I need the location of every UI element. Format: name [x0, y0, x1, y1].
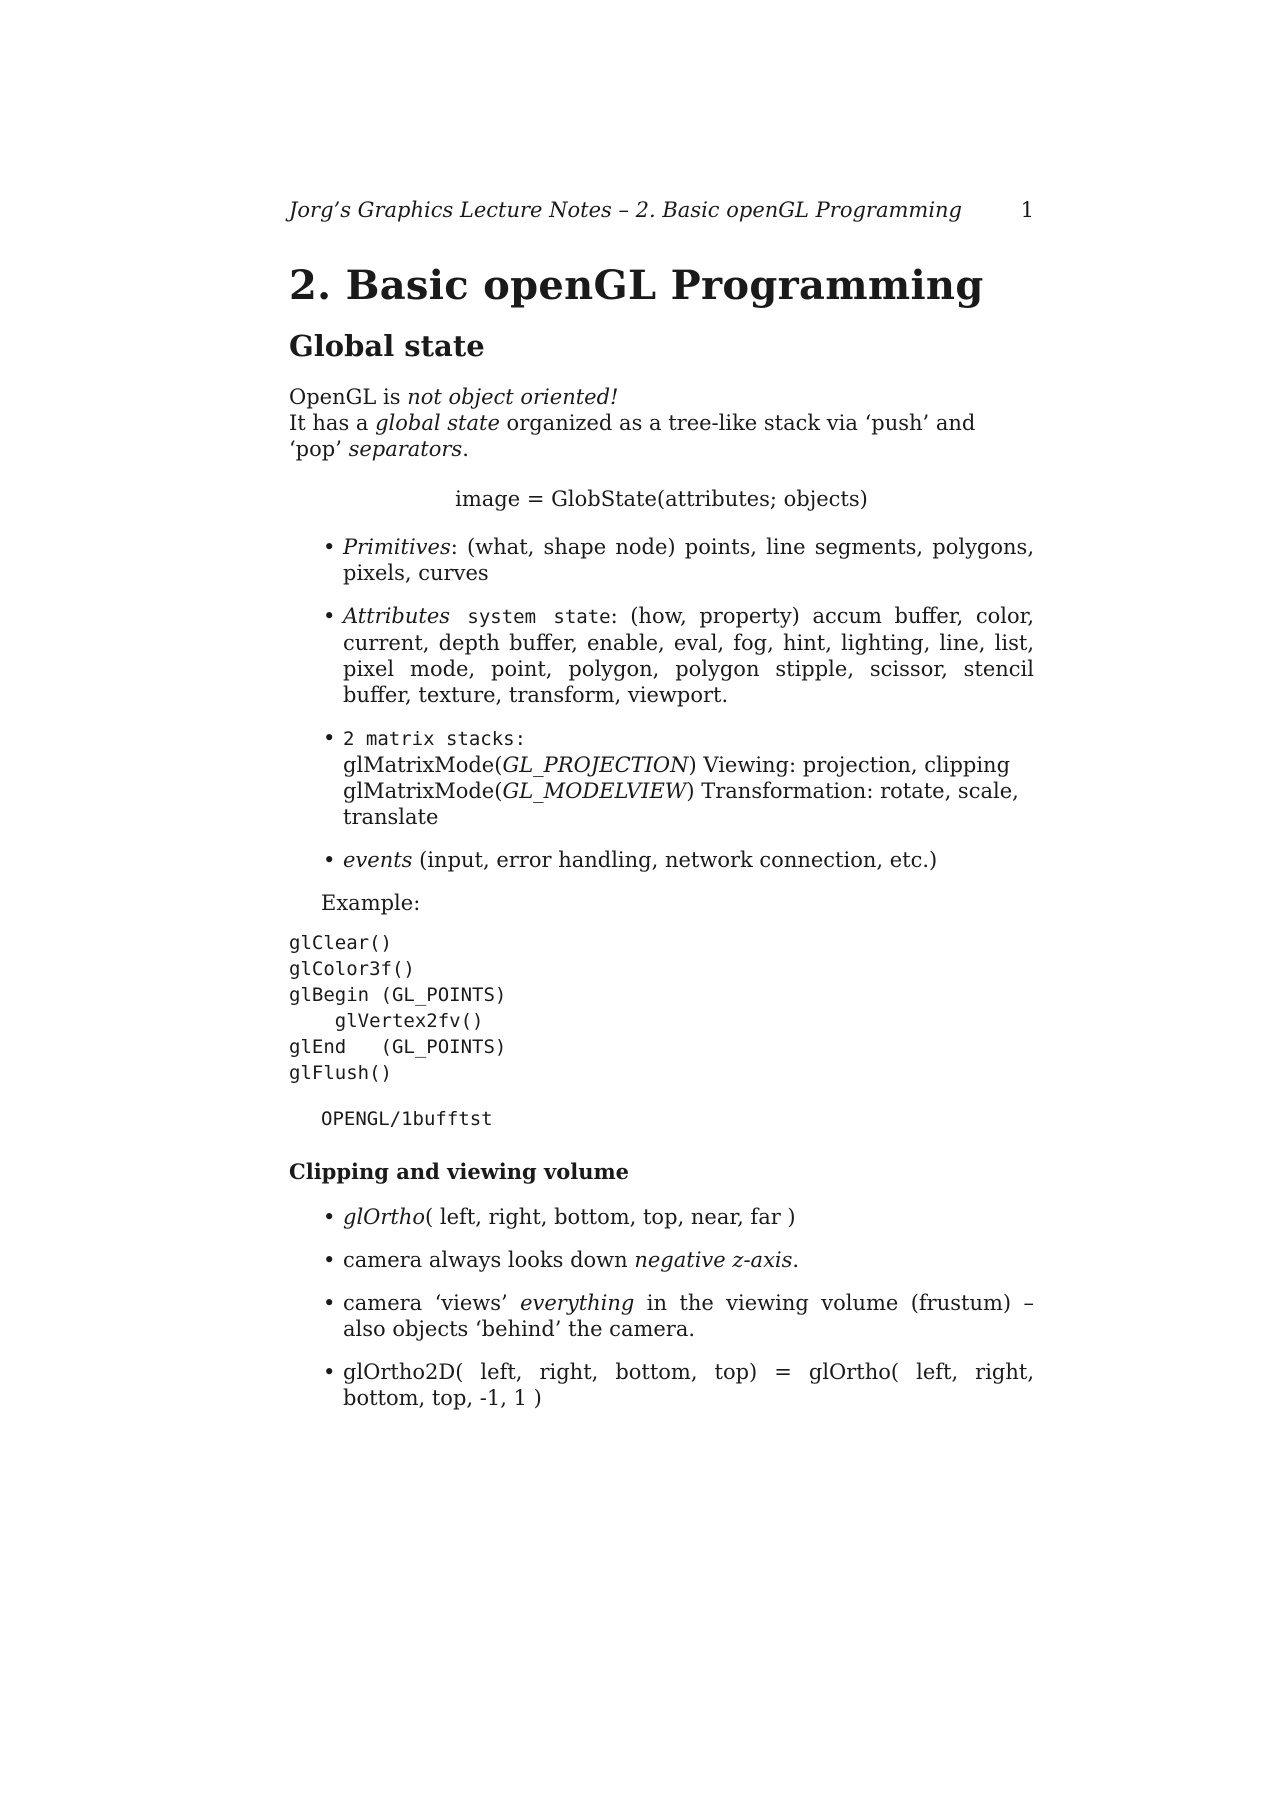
- code-line: glVertex2fv(): [289, 1010, 484, 1032]
- running-header: [289, 196, 1034, 224]
- running-title: Jorg’s Graphics Lecture Notes – 2. Basic openGL Programming: [289, 198, 963, 222]
- code-line: glClear(): [289, 932, 392, 954]
- state-bullet-list: [289, 534, 1034, 873]
- intro-line-1: OpenGL is not object oriented!: [289, 385, 619, 409]
- bullet-icon: •: [323, 1205, 336, 1229]
- page-number: 1: [1020, 198, 1034, 222]
- code-block: [289, 930, 1034, 1086]
- clipping-bullet-list: [289, 1204, 1034, 1411]
- bullet-icon: •: [323, 848, 336, 872]
- bullet-icon: •: [323, 726, 336, 750]
- bullet-icon: •: [323, 1291, 336, 1315]
- intro-paragraph: [289, 384, 1034, 462]
- section-title: Global state: [289, 329, 485, 363]
- list-item-events: • events (input, error handling, network connection, etc.): [323, 848, 938, 872]
- list-item-camera-views: • camera ‘views’ everything in the viewing volume (frustum) – also objects ‘behind’ the camera.: [323, 1291, 1034, 1341]
- example-label: Example:: [321, 891, 421, 915]
- code-line: glEnd (GL_POINTS): [289, 1036, 507, 1058]
- bullet-icon: •: [323, 604, 336, 628]
- code-line: glBegin (GL_POINTS): [289, 984, 507, 1006]
- chapter-title: 2. Basic openGL Programming: [289, 262, 984, 309]
- document-page: [289, 196, 1034, 1428]
- list-item-matrix-stacks: • 2 matrix stacks: glMatrixMode(GL_PROJECTION) Viewing: projection, clipping glMatrixMode(GL_MODELVIEW) Transformation: rotate, scale, translate: [323, 726, 1019, 829]
- display-formula: image = GlobState(attributes; objects): [455, 487, 868, 511]
- list-item-camera-axis: • camera always looks down negative z-axis.: [323, 1248, 800, 1272]
- list-item-glortho: • glOrtho( left, right, bottom, top, near, far ): [323, 1205, 796, 1229]
- file-reference: OPENGL/1bufftst: [321, 1108, 493, 1130]
- list-item-primitives: • Primitives: (what, shape node) points, line segments, polygons, pixels, curves: [323, 535, 1034, 585]
- code-line: glColor3f(): [289, 958, 415, 980]
- list-item-glortho2d: • glOrtho2D( left, right, bottom, top) = glOrtho( left, right, bottom, top, -1, 1 ): [323, 1360, 1034, 1410]
- subsection-title: Clipping and viewing volume: [289, 1159, 630, 1184]
- bullet-icon: •: [323, 1360, 336, 1384]
- intro-line-2: It has a global state organized as a tree-like stack via ‘push’ and ‘pop’ separators.: [289, 411, 976, 461]
- bullet-icon: •: [323, 1248, 336, 1272]
- list-item-attributes: • Attributes system state: (how, property) accum buffer, color, current, depth buffer, enable, eval, fog, hint, lighting, line, list, pixel mode, point, polygon, polygon stipple, scissor, stencil buffer, texture, transform, viewport.: [323, 604, 1034, 707]
- code-line: glFlush(): [289, 1062, 392, 1084]
- bullet-icon: •: [323, 535, 336, 559]
